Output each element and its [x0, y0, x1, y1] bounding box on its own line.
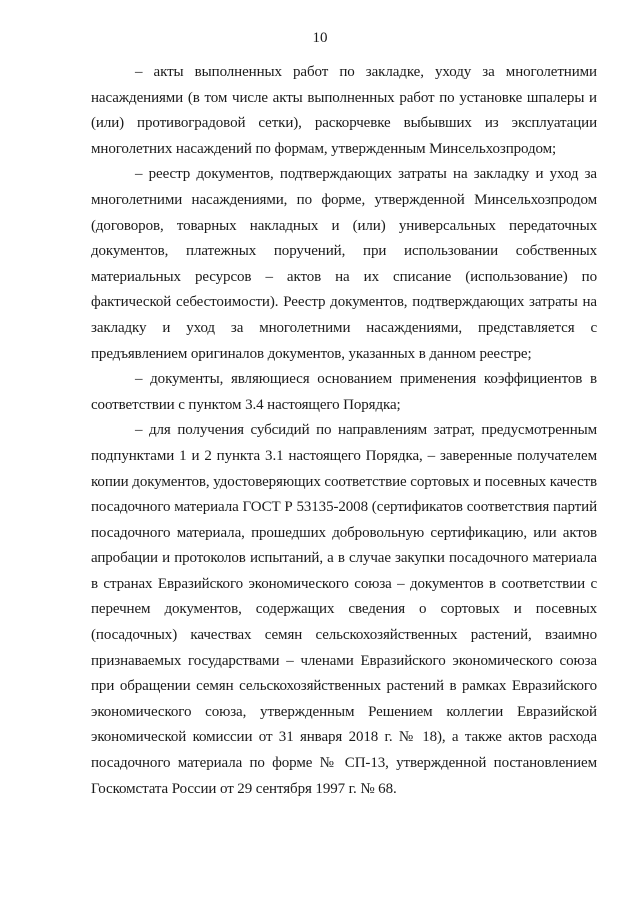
paragraph-coefficient-documents: – документы, являющиеся основанием применения коэффициентов в соответствии с пунктом 3.4 настоящего Порядка; — [91, 371, 597, 413]
paragraph-acts-of-work: – акты выполненных работ по закладке, уходу за многолетними насаждениями (в том числе акты выполненных работ по установке шпалеры и (или) противоградовой сетки), раскорчевке выбывших из эксплуатации многолетних насаждений по формам, утвержденным Минсельхозпродом; — [91, 64, 597, 157]
page-number: 10 — [312, 30, 328, 46]
document-body — [91, 60, 597, 802]
paragraph-registry-of-documents: – реестр документов, подтверждающих затраты на закладку и уход за многолетними насаждениями, по форме, утвержденной Минсельхозпродом (договоров, товарных накладных и (или) универсальных передаточных документов, платежных поручений, при использовании собственных материальных ресурсов – актов на их списание (использование) по фактической себестоимости). Реестр документов, подтверждающих затраты на закладку и уход за многолетними насаждениями, представляется с предъявлением оригиналов документов, указанных в данном реестре; — [91, 166, 597, 362]
paragraph-subsidy-documents: – для получения субсидий по направлениям затрат, предусмотренным подпунктами 1 и 2 пункта 3.1 настоящего Порядка, – заверенные получателем копии документов, удостоверяющих соответствие сортовых и посевных качеств посадочного материала ГОСТ Р 53135-2008 (сертификатов соответствия партий посадочного материала, прошедших добровольную сертификацию, или актов апробации и протоколов испытаний, а в случае закупки посадочного материала в странах Евразийского экономического союза – документов в соответствии с перечнем документов, содержащих сведения о сортовых и посевных (посадочных) качествах семян сельскохозяйственных растений, взаимно признаваемых государствами – членами Евразийского экономического союза при обращении семян сельскохозяйственных растений в рамках Евразийского экономического союза, утвержденным Решением коллегии Евразийской экономической комиссии от 31 января 2018 г. № 18), а также актов расхода посадочного материала по форме № СП-13, утвержденной постановлением Госкомстата России от 29 сентября 1997 г. № 68. — [91, 422, 597, 797]
